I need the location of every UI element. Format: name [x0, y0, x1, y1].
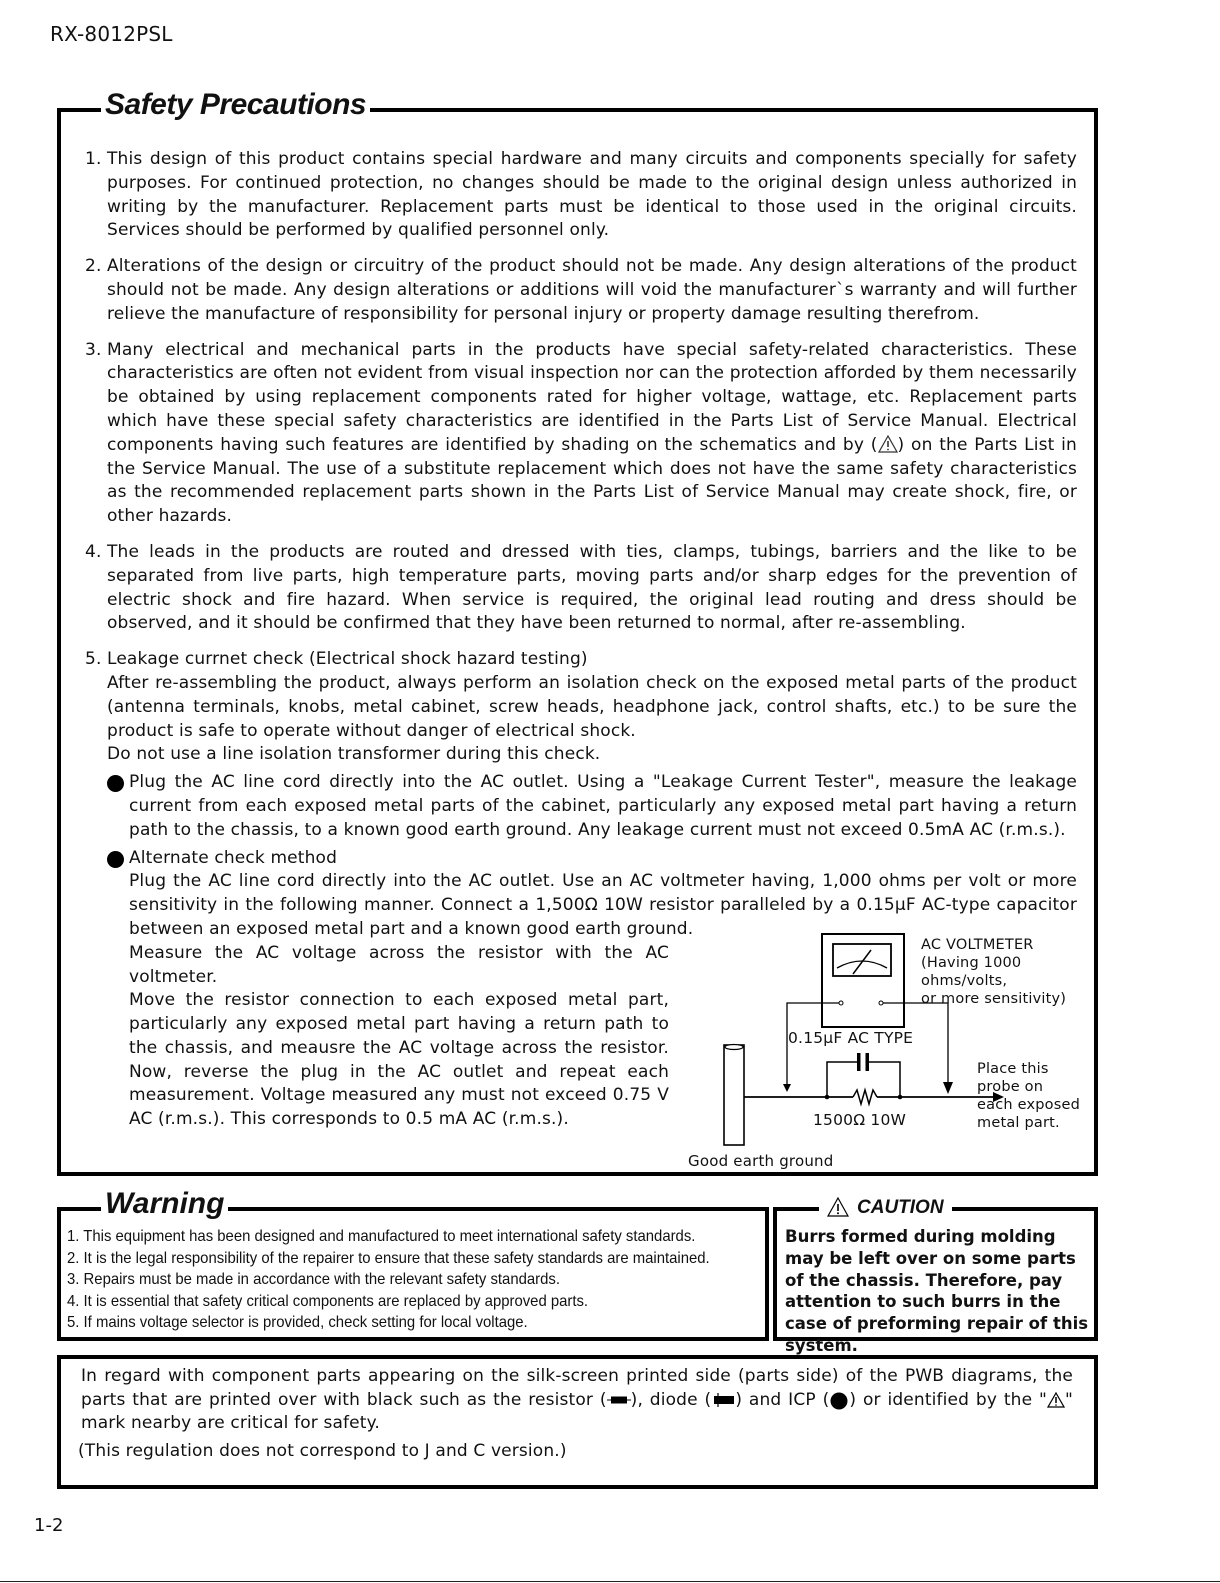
bullet-icon	[107, 851, 124, 868]
pwb-safety-note: In regard with component parts appearing on the silk-screen printed side (parts side) of the PWB diagrams, the parts that are printed over with black such as the resistor ( ), diode ( ) and ICP ( ) or identified by the " " mark nearby are critical for safety. (This regulation does not correspond to J and C version.)	[78, 1366, 1073, 1461]
resistor-symbol-icon	[607, 1395, 631, 1405]
warning-item: 5. If mains voltage selector is provided, check setting for local voltage.	[67, 1314, 528, 1331]
leakage-check-heading: Leakage currnet check (Electrical shock hazard testing)	[107, 649, 588, 670]
bullet-icon	[107, 775, 124, 792]
safety-precautions-box	[57, 88, 1098, 1176]
warning-item: 3. Repairs must be made in accordance with the relevant safety standards.	[67, 1271, 560, 1288]
probe-label: Place this probe on each exposed metal part.	[977, 1061, 1080, 1131]
leakage-test-circuit-diagram	[681, 922, 1081, 1172]
warning-item: 4. It is essential that safety critical components are replaced by approved parts.	[67, 1292, 589, 1310]
caution-text: Burrs formed during molding may be left over on some parts of the chassis. Therefore, pay attention to such burrs in the case of preforming repair of this system.	[785, 1227, 1089, 1355]
resistor-label: 1500Ω 10W	[813, 1111, 907, 1129]
safety-item-2: 2. Alterations of the design or circuitry of the product should not be made. Any design alterations of the product should not be made. Any design alterations or additions will void the manufacturer`s warranty and will further relieve the manufacture of responsibility for personal injury or property damage resulting therefrom.	[85, 256, 1077, 324]
bullet-alternate-method: Alternate check method Plug the AC line cord directly into the AC outlet. Use an AC voltmeter having, 1,000 ohms per volt or more sensitivity in the following manner. Connect a 1,500Ω 10W resistor paralleled by a 0.15μF AC-type capacitor between an exposed metal part and a known good earth ground. Measure the AC voltage across the resistor with the AC voltmeter. Move the resistor connection to each exposed metal part, particularly any exposed metal part having a return path to the chassis, and meausre the AC voltage across the resistor. Now, reverse the plug in the AC outlet and repeat each measurement. Voltage measured any must not exceed 0.75 V AC (r.m.s.). This corresponds to 0.5 mA AC (r.m.s.).	[107, 847, 1077, 1133]
voltmeter-label: AC VOLTMETER (Having 1000 ohms/volts, or more sensitivity)	[921, 937, 1067, 1007]
page-number: 1-2	[34, 1515, 64, 1536]
safety-item-3: 3. Many electrical and mechanical parts in the products have special safety-related characteristics. These characteristics are often not evident from visual inspection nor can the protection afforded by them necessarily be obtained by using replacement components rated for higher voltage, wattage, etc. Replacement parts which have these special safety characteristics are identified in the Parts List of Service Manual. Electrical components having such features are identified by shading on the schematics and by ( ) on the Parts List in the Service Manual. The use of a substitute replacement which does not have the same safety characteristics as the recommended replacement parts shown in the Parts List of Service Manual may create shock, fire, or other hazards.	[85, 339, 1077, 527]
warning-list	[67, 1226, 710, 1334]
icp-symbol-icon	[829, 1390, 849, 1410]
bullet-leakage-tester: Plug the AC line cord directly into the AC outlet. Using a "Leakage Current Tester", measure the leakage current from each exposed metal parts of the cabinet, particularly any exposed metal part having a return path to the chassis, to a known good earth ground. Any leakage current must not exceed 0.5mA AC (r.m.s.).	[107, 771, 1077, 842]
safety-item-4: 4. The leads in the products are routed and dressed with ties, clamps, tubings, barriers and the like to be separated from live parts, high temperature parts, moving parts and/or sharp edges for the prevention of electric shock and fire hazard. When service is required, the original lead routing and dress should be observed, and it should be confirmed that they have been returned to normal, after re-assembling.	[85, 541, 1077, 634]
warning-triangle-icon	[878, 435, 898, 453]
warning-item: 1. This equipment has been designed and manufactured to meet international safety standards.	[67, 1228, 696, 1245]
safety-precautions-title: Safety Precautions	[101, 90, 370, 120]
caution-title: CAUTION	[819, 1197, 952, 1217]
diode-symbol-icon	[711, 1393, 735, 1407]
capacitor-label: 0.15μF AC TYPE	[788, 1029, 914, 1047]
page-bottom-rule	[0, 1581, 1220, 1582]
pwb-safety-note-box	[57, 1355, 1098, 1489]
warning-item: 2. It is the legal responsibility of the repairer to ensure that these safety standards are maintained.	[67, 1249, 710, 1267]
caution-box	[773, 1196, 1098, 1355]
safety-item-5: 5. Leakage currnet check (Electrical shock hazard testing) After re-assembling the product, always perform an isolation check on the exposed metal parts of the product (antenna terminals, knobs, metal cabinet, screw heads, headphone jack, control shafts, etc.) to be sure the product is safe to operate without danger of electrical shock. Do not use a line isolation transformer during this check. Plug the AC line cord directly into the AC outlet. Using a "Leakage Current Tester", measure the leakage current from each exposed metal parts of the cabinet, particularly any exposed metal part having a return path to the chassis, to a known good earth ground. Any leakage current must not exceed 0.5mA AC (r.m.s.). Alternate check method Plug the AC line cord directly into the AC outlet. Use an AC voltmeter having, 1,000 ohms per volt or more sensitivity in the following manner. Connect a 1,500Ω 10W resistor paralleled by a 0.15μF AC-type capacitor between an exposed metal part and a known good earth ground. Measure the AC voltage across the resistor with the AC voltmeter. Move the resistor connection to each exposed metal part, particularly any exposed metal part having a return path to the chassis, and meausre the AC voltage across the resistor. Now, reverse the plug in the AC outlet and repeat each measurement. Voltage measured any must not exceed 0.75 V AC (r.m.s.). This corresponds to 0.5 mA AC (r.m.s.).	[85, 648, 1077, 1132]
model-number: RX-8012PSL	[50, 22, 173, 46]
warning-triangle-icon	[1047, 1392, 1065, 1408]
warning-box	[57, 1187, 769, 1341]
safety-item-1: 1. This design of this product contains special hardware and many circuits and components specially for safety purposes. For continued protection, no changes should be made to the original design unless authorized in writing by the manufacturer. Replacement parts must be identical to those used in the original circuits. Services should be performed by qualified personnel only.	[85, 149, 1077, 241]
ground-label: Good earth ground	[688, 1152, 834, 1170]
warning-title: Warning	[101, 1189, 228, 1219]
warning-triangle-icon	[827, 1197, 849, 1217]
